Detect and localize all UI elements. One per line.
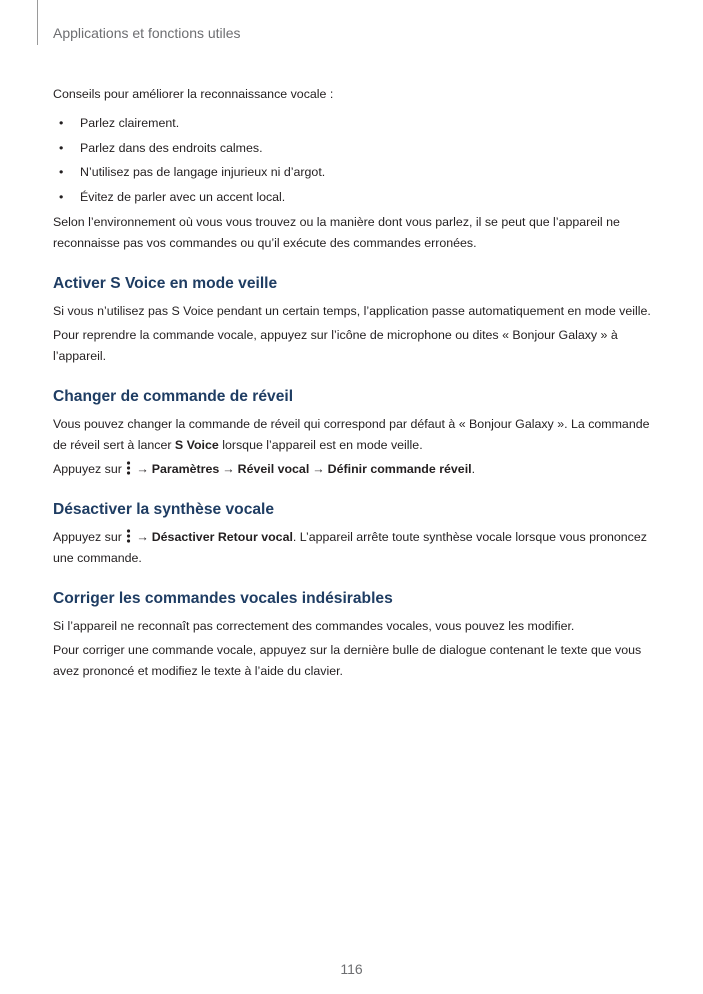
recognition-note: Selon l’environnement où vous vous trouvez ou la manière dont vous parlez, il se peut que l’appareil ne reconnaisse pas vos commandes ou qu’il exécute des commandes erronées. (53, 215, 620, 250)
arrow: → (136, 530, 149, 544)
paragraph: Pour reprendre la commande vocale, appuyez sur l’icône de microphone ou dites « Bonjour Galaxy » à l’appareil. (53, 328, 618, 363)
section-wake-command (53, 386, 653, 480)
header-divider (37, 0, 38, 45)
app-name: S Voice (174, 438, 219, 452)
menu-step: Désactiver Retour vocal (151, 530, 293, 544)
menu-step: Définir commande réveil (327, 462, 472, 476)
section-fix-commands (53, 588, 653, 682)
arrow: → (312, 462, 325, 476)
paragraph: Si l’appareil ne reconnaît pas correctement des commandes vocales, vous pouvez les modifier. (53, 619, 575, 633)
tips-lead: Conseils pour améliorer la reconnaissance vocale : (53, 87, 334, 101)
list-item (53, 136, 653, 161)
section-sleep-mode (53, 273, 653, 367)
menu-step: Réveil vocal (237, 462, 310, 476)
section-title: Corriger les commandes vocales indésirables (53, 590, 393, 607)
tip-text: Parlez clairement. (80, 116, 180, 130)
section-title: Changer de commande de réveil (53, 388, 294, 405)
bullet: • (59, 189, 64, 204)
section-tts (53, 499, 653, 569)
tip-text: Parlez dans des endroits calmes. (80, 140, 263, 155)
tips-list (53, 111, 653, 209)
text-run: . (471, 462, 476, 476)
tip-text: Évitez de parler avec un accent local. (80, 189, 286, 204)
instruction-paragraph (53, 459, 653, 480)
bullet: • (59, 116, 64, 130)
text-run: Appuyez sur (53, 462, 122, 476)
more-options-icon (126, 461, 131, 475)
text-run: . L’appareil arrête toute synthèse vocale lorsque vous prononcez une commande. (53, 530, 647, 565)
bullet: • (59, 165, 64, 179)
arrow: → (136, 462, 149, 476)
menu-step: Paramètres (151, 462, 220, 476)
bullet: • (59, 140, 64, 155)
arrow: → (222, 462, 235, 476)
paragraph: Si vous n’utilisez pas S Voice pendant un certain temps, l’application passe automatiquement en mode veille. (53, 304, 651, 318)
page-number: 116 (340, 961, 363, 977)
page-content (53, 84, 653, 682)
list-item (53, 111, 653, 136)
list-item (53, 160, 653, 185)
text-run: Appuyez sur (53, 530, 122, 544)
section-title: Désactiver la synthèse vocale (53, 501, 275, 518)
section-title: Activer S Voice en mode veille (53, 275, 278, 292)
list-item (53, 185, 653, 210)
page-header-title: Applications et fonctions utiles (53, 25, 241, 41)
text-run: lorsque l’appareil est en mode veille. (218, 438, 423, 452)
paragraph (53, 414, 653, 456)
text-run: Vous pouvez changer la commande de réveil qui correspond par défaut à « Bonjour Galaxy ». La commande de réveil sert à lancer (53, 417, 650, 452)
instruction-paragraph (53, 527, 653, 569)
paragraph: Pour corriger une commande vocale, appuyez sur la dernière bulle de dialogue contenant le texte que vous avez prononcé et modifiez le texte à l’aide du clavier. (53, 643, 642, 678)
tip-text: N’utilisez pas de langage injurieux ni d’argot. (80, 165, 326, 179)
more-options-icon (126, 529, 131, 543)
